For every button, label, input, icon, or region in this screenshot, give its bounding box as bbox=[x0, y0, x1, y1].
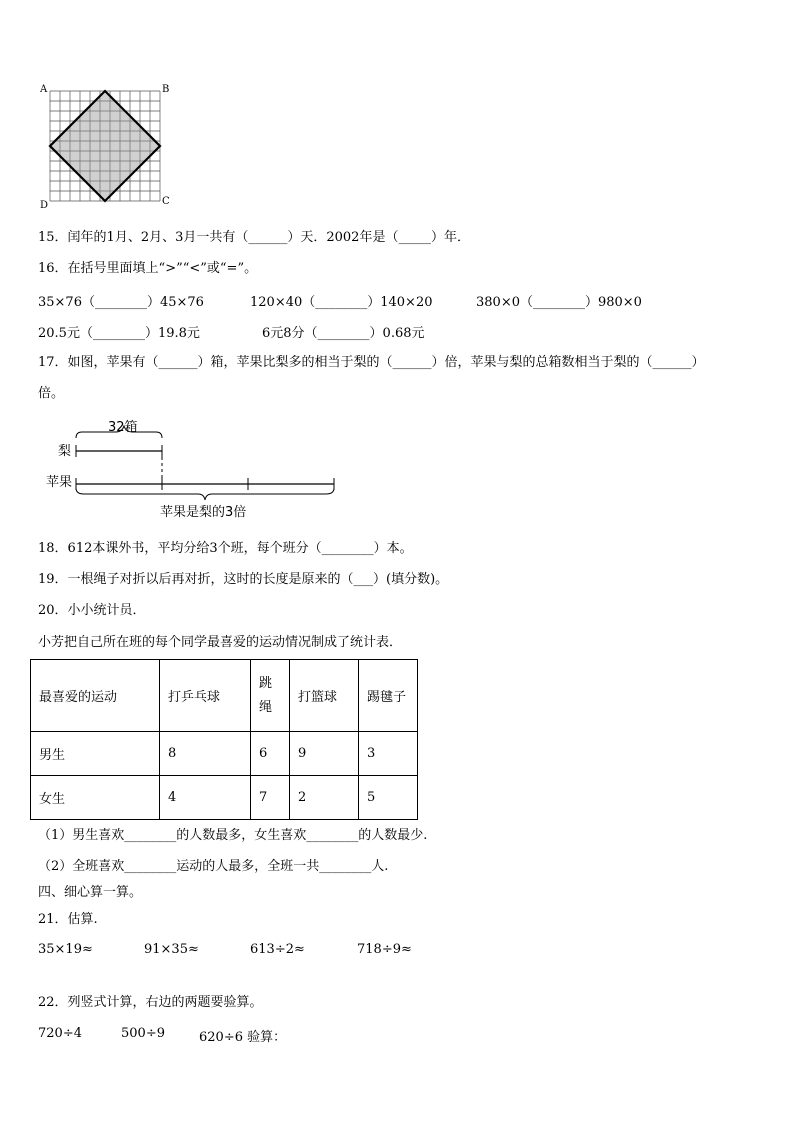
diagram-label-32: 32箱 bbox=[108, 420, 138, 435]
compare-item-4: 20.5元（________）19.8元 bbox=[38, 326, 200, 341]
compare-item-5: 6元8分（________）0.68元 bbox=[262, 326, 425, 341]
corner-label-d: D bbox=[40, 200, 49, 211]
compare-item-3: 380×0（________）980×0 bbox=[476, 295, 642, 310]
corner-label-a: A bbox=[40, 84, 48, 95]
table-cell: 5 bbox=[359, 776, 418, 820]
table-cell: 6 bbox=[251, 732, 290, 776]
grid-svg bbox=[38, 84, 178, 214]
sports-stats-table bbox=[30, 659, 418, 820]
header-cell: 打乒乓球 bbox=[160, 660, 251, 732]
estimate-item-4: 718÷9≈ bbox=[357, 942, 412, 957]
question-18: 18．612本课外书，平均分给3个班，每个班分（________）本。 bbox=[38, 541, 413, 556]
question-17-line2: 倍。 bbox=[38, 386, 65, 401]
question-16-title: 16．在括号里面填上“>”“<”或“=”。 bbox=[38, 261, 258, 276]
diagram-label-pear: 梨 bbox=[58, 444, 72, 459]
table-cell: 7 bbox=[251, 776, 290, 820]
question-20-intro: 小芳把自己所在班的每个同学最喜爱的运动情况制成了统计表． bbox=[38, 635, 403, 650]
table-cell: 8 bbox=[160, 732, 251, 776]
compare-item-2: 120×40（________）140×20 bbox=[250, 295, 433, 310]
diagram-label-apple: 苹果 bbox=[46, 475, 73, 490]
question-20-sub2: （2）全班喜欢________运动的人最多，全班一共________人. bbox=[38, 859, 389, 874]
section-4-title: 四、细心算一算。 bbox=[38, 885, 143, 900]
header-cell: 踢毽子 bbox=[359, 660, 418, 732]
question-22-title: 22．列竖式计算，右边的两题要验算。 bbox=[38, 995, 263, 1010]
header-cell: 跳绳 bbox=[251, 660, 290, 732]
estimate-item-2: 91×35≈ bbox=[144, 942, 199, 957]
line-segment-diagram bbox=[38, 414, 348, 524]
compare-item-1: 35×76（________）45×76 bbox=[38, 295, 204, 310]
question-17-line1: 17．如图，苹果有（______）箱，苹果比梨多的相当于梨的（______）倍，苹果与梨的总箱数相当于梨的（______） bbox=[38, 355, 705, 370]
table-cell: 2 bbox=[290, 776, 359, 820]
calc-item-2: 500÷9 bbox=[121, 1026, 165, 1041]
inscribed-square bbox=[50, 91, 160, 201]
calc-item-3: 620÷6 验算： bbox=[199, 1030, 287, 1045]
corner-label-b: B bbox=[162, 84, 170, 95]
question-20-sub1: （1）男生喜欢________的人数最多，女生喜欢________的人数最少. bbox=[38, 828, 428, 843]
table-row bbox=[31, 732, 418, 776]
table-row bbox=[31, 776, 418, 820]
question-15: 15．闰年的1月、2月、3月一共有（______）天．2002年是（_____）年． bbox=[38, 230, 470, 245]
estimate-item-1: 35×19≈ bbox=[38, 942, 93, 957]
question-19: 19．一根绳子对折以后再对折，这时的长度是原来的（___）(填分数)。 bbox=[38, 572, 449, 587]
table-cell: 9 bbox=[290, 732, 359, 776]
table-cell: 4 bbox=[160, 776, 251, 820]
table-cell: 女生 bbox=[31, 776, 160, 820]
question-21-title: 21．估算. bbox=[38, 912, 98, 927]
table-header-row bbox=[31, 660, 418, 732]
header-cell: 打篮球 bbox=[290, 660, 359, 732]
table-cell: 3 bbox=[359, 732, 418, 776]
table-cell: 男生 bbox=[31, 732, 160, 776]
diagram-label-3x: 苹果是梨的3倍 bbox=[160, 505, 247, 520]
corner-label-c: C bbox=[162, 196, 170, 207]
bottom-brace bbox=[76, 488, 334, 500]
calc-item-1: 720÷4 bbox=[38, 1026, 82, 1041]
grid-figure bbox=[38, 84, 178, 214]
estimate-item-3: 613÷2≈ bbox=[250, 942, 305, 957]
header-cell: 最喜爱的运动 bbox=[31, 660, 160, 732]
question-20-title: 20．小小统计员． bbox=[38, 603, 146, 618]
